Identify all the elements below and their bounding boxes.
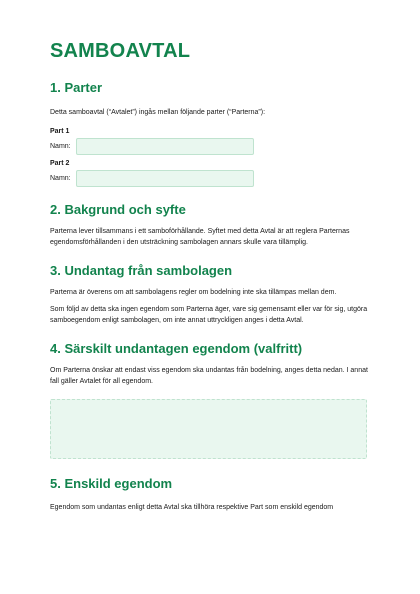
section-5-paragraph: Egendom som undantas enligt detta Avtal ska tillhöra respektive Part som enskild egendom [50,504,334,511]
section-4-paragraph: Om Parterna önskar att endast viss egendom ska undantas från bodelning, anges detta nedan. I annat fall gäller Avtalet för all egendom. [50,367,368,385]
part-1-name-row [50,138,370,155]
excluded-property-textarea[interactable] [50,399,367,459]
section-5-heading: 5. Enskild egendom [50,476,173,491]
part-1-name-label: Namn: [50,143,71,150]
part-1-label: Part 1 [50,128,70,135]
part-2-label: Part 2 [50,160,70,167]
section-4-heading: 4. Särskilt undantagen egendom (valfritt) [50,341,303,356]
section-3-paragraph-2: Som följd av detta ska ingen egendom som Parterna äger, vare sig gemensamt eller var för sig, utgöra samboegendom enligt sambolagen, om inte annat uttryckligen anges i detta Avtal. [50,306,368,324]
section-1-heading: 1. Parter [50,80,103,95]
document-title: SAMBOAVTAL [50,40,191,62]
section-3-heading: 3. Undantag från sambolagen [50,263,233,278]
part-2-name-input[interactable] [76,170,254,187]
section-3-paragraph-1: Parterna är överens om att sambolagens regler om bodelning inte ska tillämpas mellan dem. [50,289,337,296]
section-2-paragraph: Parterna lever tillsammans i ett samboförhållande. Syftet med detta Avtal är att reglera Parternas egendomsförhållanden i den utsträckning sambolagen annars skulle vara tillämplig. [50,228,350,246]
part-2-name-row [50,170,370,187]
section-1-intro: Detta samboavtal (“Avtalet”) ingås mellan följande parter (“Parterna”): [50,109,266,116]
part-1-name-input[interactable] [76,138,254,155]
section-2-heading: 2. Bakgrund och syfte [50,202,186,217]
part-2-name-label: Namn: [50,175,71,182]
